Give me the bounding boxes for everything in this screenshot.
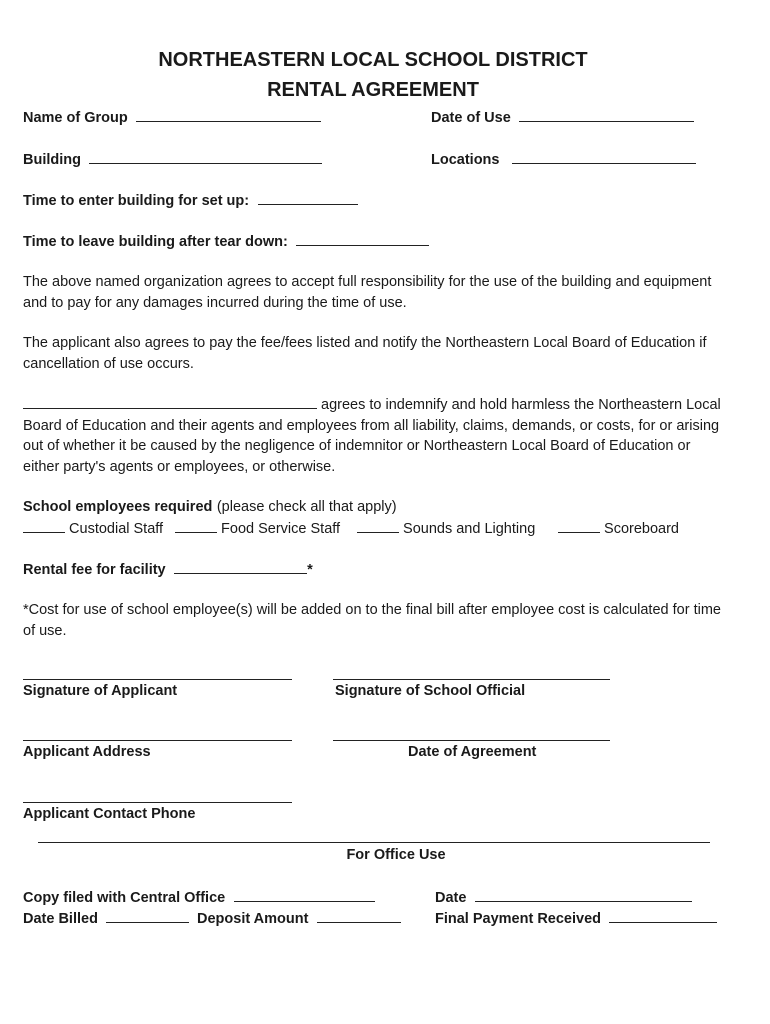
form-title: NORTHEASTERN LOCAL SCHOOL DISTRICT [158,49,588,71]
time-leave-line[interactable] [296,232,429,246]
employees-heading: School employees required [23,499,213,515]
official-signature-line[interactable] [333,679,610,680]
time-enter-label: Time to enter building for set up: [23,193,250,209]
employee-option-food[interactable] [175,519,340,537]
date-agreement-label: Date of Agreement [408,744,537,760]
responsibility-paragraph: The above named organization agrees to accept full responsibility for the use of the building and equipment and to pay for any damages incurred during the time of use. [23,274,712,311]
fee-paragraph: The applicant also agrees to pay the fee/fees listed and notify the Northeastern Local Board of Education if cancellation of use occurs. [23,335,707,372]
office-use-heading: For Office Use [346,847,446,863]
office-date-line[interactable] [475,888,692,902]
rental-fee-field[interactable] [23,560,313,579]
official-signature-label: Signature of School Official [335,683,526,699]
employee-option-scoreboard[interactable] [558,519,679,537]
locations-field[interactable] [431,150,696,169]
rental-fee-asterisk: * [307,562,313,578]
date-of-use-field[interactable] [431,108,694,127]
date-of-use-label: Date of Use [431,110,511,126]
applicant-phone-line[interactable] [23,802,292,803]
name-of-group-label: Name of Group [23,110,128,126]
date-agreement-line[interactable] [333,740,610,741]
sound-check-line[interactable] [357,519,399,533]
building-label: Building [23,152,81,168]
applicant-address-line[interactable] [23,740,292,741]
name-of-group-line[interactable] [136,108,321,122]
employee-option-sound[interactable] [357,519,535,537]
building-field[interactable] [23,150,322,169]
custodial-check-line[interactable] [23,519,65,533]
sound-label: Sounds and Lighting [403,521,536,537]
rental-fee-line[interactable] [174,560,307,574]
office-date-label: Date [435,890,467,906]
final-payment-line[interactable] [609,909,717,923]
date-of-use-line[interactable] [519,108,694,122]
final-payment-field[interactable] [435,909,717,928]
indemnify-text: agrees to indemnify and hold harmless the Northeastern Local Board of Education and their agents and employees from all liability, claims, demands, or costs, for or arising out of whether it be caused by the negligence of indemnitor or Northeastern Local Board of Education or either party's agents or employees, or otherwise. [23,397,721,475]
final-payment-label: Final Payment Received [435,911,602,927]
deposit-label: Deposit Amount [197,911,309,927]
indemnify-paragraph [23,395,728,477]
cost-note: *Cost for use of school employee(s) will be added on to the final bill after employee cost is calculated for time of use. [23,602,721,639]
date-billed-label: Date Billed [23,911,98,927]
employees-note: (please check all that apply) [216,499,397,515]
applicant-phone-label: Applicant Contact Phone [23,806,196,822]
indemnitor-line[interactable] [23,395,317,409]
locations-label: Locations [431,152,500,168]
office-date-field[interactable] [435,888,692,907]
building-line[interactable] [89,150,322,164]
applicant-signature-line[interactable] [23,679,292,680]
copy-filed-line[interactable] [234,888,375,902]
scoreboard-label: Scoreboard [604,521,679,537]
time-enter-line[interactable] [258,191,358,205]
office-divider [38,842,710,843]
name-of-group-field[interactable] [23,108,321,127]
employee-option-custodial[interactable] [23,519,163,537]
scoreboard-check-line[interactable] [558,519,600,533]
copy-filed-label: Copy filed with Central Office [23,890,226,906]
custodial-label: Custodial Staff [69,521,164,537]
copy-filed-field[interactable] [23,888,375,907]
food-label: Food Service Staff [221,521,341,537]
food-check-line[interactable] [175,519,217,533]
locations-line[interactable] [512,150,696,164]
employees-heading-row [23,498,397,516]
deposit-line[interactable] [317,909,401,923]
applicant-address-label: Applicant Address [23,744,151,760]
time-leave-field[interactable] [23,232,429,251]
applicant-signature-label: Signature of Applicant [23,683,178,699]
form-subtitle: RENTAL AGREEMENT [267,79,479,101]
date-billed-line[interactable] [106,909,189,923]
deposit-field[interactable] [197,909,401,928]
rental-fee-label: Rental fee for facility [23,562,166,578]
time-enter-field[interactable] [23,191,358,210]
time-leave-label: Time to leave building after tear down: [23,234,288,250]
date-billed-field[interactable] [23,909,189,928]
